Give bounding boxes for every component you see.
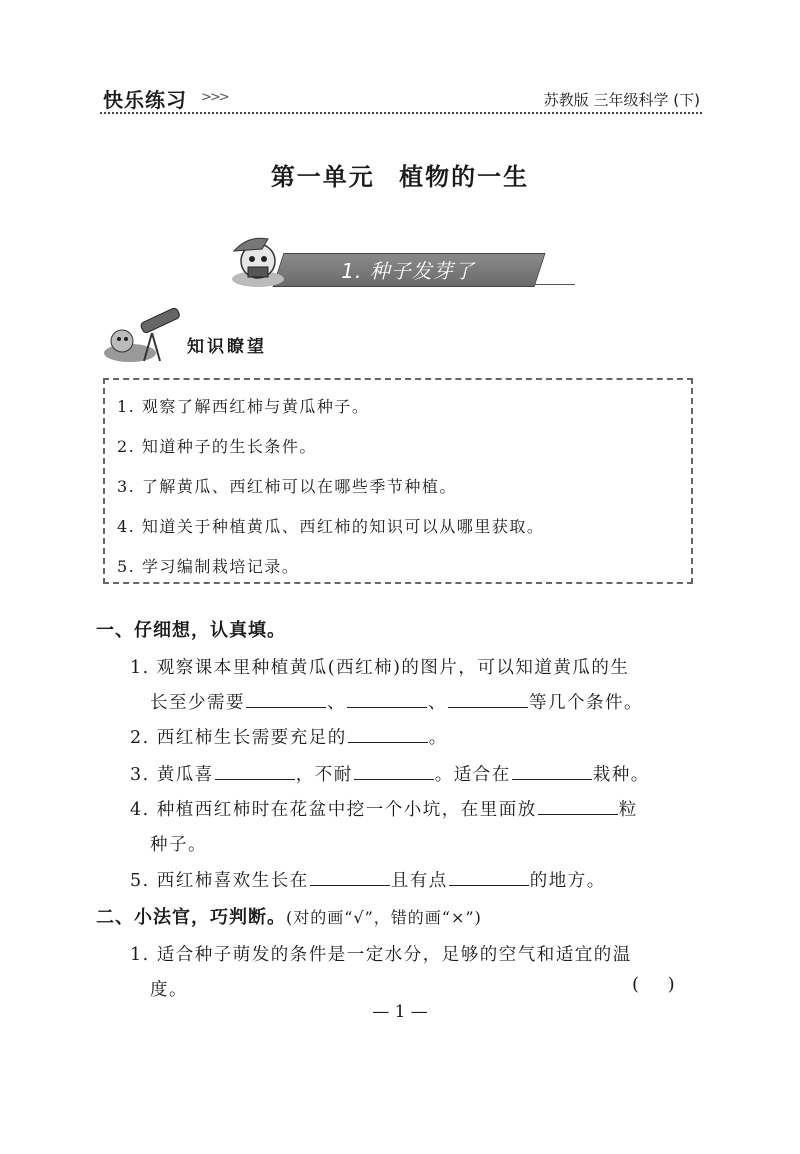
knowledge-item: 1. 观察了解西红柿与黄瓜种子。 [117,397,370,416]
question-text: 栽种。 [592,765,650,785]
question-2 [130,724,448,749]
question-5 [130,867,606,892]
question-text: 4. 种植西红柿时在花盆中挖一个小坑，在里面放 [130,800,537,820]
question-text: 。适合在 [434,765,511,785]
question-text: 。 [428,728,448,748]
answer-blank[interactable] [538,796,618,815]
separator: 、 [428,693,447,713]
section2-title [96,903,482,929]
question-text: ，不耐 [295,765,353,785]
judge-question-1b: 度。 [150,980,188,1000]
question-text: 等几个条件。 [529,693,643,713]
lesson-title: 1. 种子发芽了 [341,259,475,283]
knowledge-item: 5. 学习编制栽培记录。 [117,557,300,576]
answer-paren[interactable]: ( ) [632,974,675,995]
question-text: 且有点 [390,871,448,891]
question-text: 长至少需要 [150,693,245,713]
answer-blank[interactable] [246,689,326,708]
page-number: — 1 — [372,1002,428,1022]
answer-blank[interactable] [348,724,428,743]
answer-blank[interactable] [310,867,390,886]
question-text: 粒 [618,800,638,820]
judge-question-1a: 1. 适合种子萌发的条件是一定水分，足够的空气和适宜的温 [130,945,632,965]
series-title: 快乐练习 [103,88,187,112]
section2-heading: 二、小法官，巧判断。 [96,907,286,928]
answer-blank[interactable] [448,689,528,708]
separator: 、 [327,693,346,713]
chevron-icon: >>> [201,90,228,105]
knowledge-item: 3. 了解黄瓜、西红柿可以在哪些季节种植。 [117,477,457,496]
section2-instruction: (对的画“√”，错的画“×”) [286,908,482,927]
unit-title: 第一单元 植物的一生 [270,163,530,191]
mascot-icon [228,233,288,289]
question-text: 2. 西红柿生长需要充足的 [130,728,347,748]
question-text: 5. 西红柿喜欢生长在 [130,871,309,891]
question-text: 的地方。 [529,871,606,891]
knowledge-title: 知识瞭望 [187,337,267,357]
question-3 [130,761,650,786]
telescope-icon [100,305,190,365]
answer-blank[interactable] [512,761,592,780]
knowledge-item: 2. 知道种子的生长条件。 [117,437,317,456]
question-text: 3. 黄瓜喜 [130,765,214,785]
answer-blank[interactable] [347,689,427,708]
answer-blank[interactable] [449,867,529,886]
question-1b [150,689,643,714]
knowledge-box [103,378,693,584]
answer-blank[interactable] [215,761,295,780]
edition-label: 苏教版 三年级科学 (下) [543,91,700,109]
question-1a: 1. 观察课本里种植黄瓜(西红柿)的图片，可以知道黄瓜的生 [130,658,630,678]
answer-blank[interactable] [354,761,434,780]
question-4a [130,796,638,821]
header-divider [100,112,702,114]
section1-title: 一、仔细想，认真填。 [96,620,286,641]
question-4b: 种子。 [150,835,207,855]
knowledge-item: 4. 知道关于种植黄瓜、西红柿的知识可以从哪里获取。 [117,517,545,536]
banner-underline [535,284,575,285]
